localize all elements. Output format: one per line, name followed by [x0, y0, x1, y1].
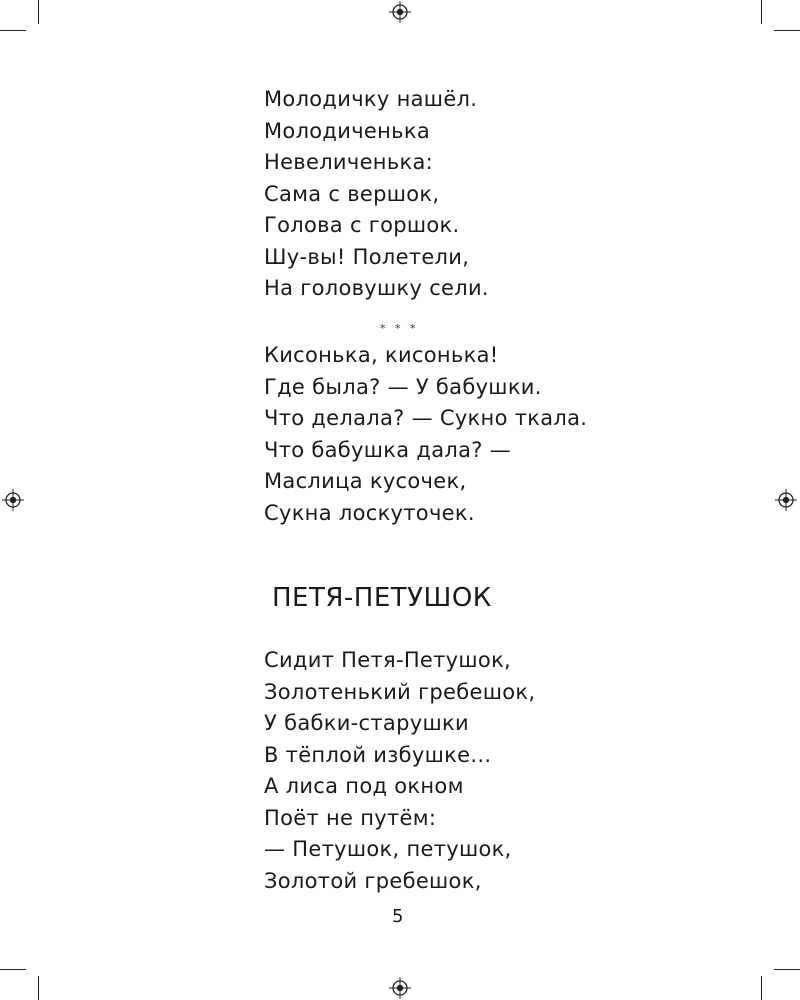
poem-line: Где была? — У бабушки.: [264, 374, 542, 399]
poem-line: Невеличенька:: [264, 150, 434, 174]
poem-line: В тёплой избушке...: [264, 742, 492, 767]
crop-mark-top-left-v: [38, 0, 39, 24]
poem-line: У бабки-старушки: [264, 711, 469, 735]
registration-mark-bottom-icon: [389, 977, 411, 999]
poem-line: На головушку сели.: [264, 276, 489, 300]
stanza-separator: * * *: [380, 322, 419, 335]
poem-line: Поёт не путём:: [264, 805, 437, 830]
poem-line: Что бабушка дала? —: [264, 437, 511, 462]
poem-line: Голова с горшок.: [264, 213, 460, 237]
poem-line: Золотой гребешок,: [264, 868, 482, 893]
crop-mark-bottom-right-h: [774, 969, 800, 970]
crop-mark-bottom-left-h: [0, 969, 26, 970]
registration-mark-left-icon: [2, 489, 24, 511]
registration-mark-top-icon: [389, 1, 411, 23]
poem-line: Сама с вершок,: [264, 181, 440, 206]
section-title: ПЕТЯ-ПЕТУШОК: [272, 583, 492, 613]
poem-line: Сукна лоскуточек.: [264, 500, 475, 525]
poem-line: Золотенький гребешок,: [264, 679, 536, 704]
crop-mark-bottom-left-v: [38, 976, 39, 1000]
crop-mark-top-right-v: [761, 0, 762, 24]
poem-line: Шу-вы! Полетели,: [264, 244, 470, 269]
crop-mark-top-right-h: [774, 30, 800, 31]
poem-line: Молодичку нашёл.: [264, 87, 478, 111]
poem-line: — Петушок, петушок,: [264, 837, 512, 861]
poem-line: А лиса под окном: [264, 774, 464, 798]
poem-line: Молодиченька: [264, 118, 430, 143]
poem-line: Что делала? — Сукно ткала.: [264, 406, 588, 430]
poem-line: Маслица кусочек,: [264, 469, 467, 493]
crop-mark-bottom-right-v: [761, 976, 762, 1000]
poem-section: [264, 645, 535, 897]
poem-top: [264, 84, 489, 305]
poem-line: Сидит Петя-Петушок,: [264, 648, 512, 672]
poem-middle: [264, 340, 587, 529]
registration-mark-right-icon: [775, 489, 797, 511]
crop-mark-top-left-h: [0, 30, 26, 31]
poem-line: Кисонька, кисонька!: [264, 343, 499, 367]
page-number: 5: [392, 906, 404, 927]
